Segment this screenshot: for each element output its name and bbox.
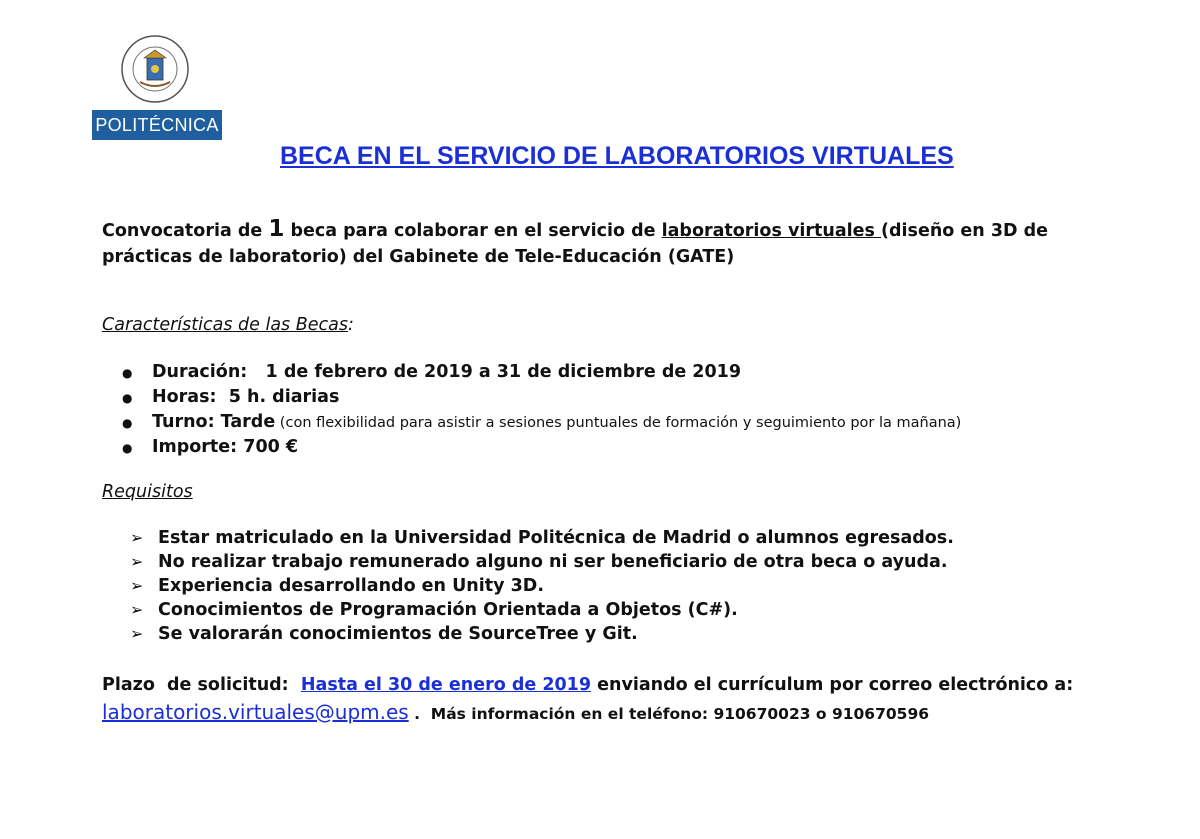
deadline-label: Plazo de solicitud: [102, 675, 301, 695]
item-label: Duración: [152, 362, 248, 382]
item-label: Turno: Tarde [152, 412, 276, 432]
requirement-text: Se valorarán conocimientos de SourceTree y Git. [158, 624, 638, 644]
heading-colon: : [347, 315, 354, 335]
caracteristicas-list [122, 362, 961, 462]
intro-highlight: laboratorios virtuales [661, 221, 882, 241]
intro-text: (diseño en 3D de prácticas de laboratorio) del Gabinete de Tele-Educación (GATE) [102, 221, 1049, 267]
seal-icon [120, 34, 190, 104]
deadline-paragraph [102, 672, 1102, 728]
item-value: 5 h. diarias [216, 387, 340, 407]
bullet-icon: ● [122, 416, 133, 430]
list-item [122, 362, 961, 387]
item-value: 700 € [237, 437, 299, 457]
arrow-bullet-icon: ➢ [130, 552, 144, 571]
intro-text: beca para colaborar en el servicio de [284, 221, 662, 241]
list-item [122, 437, 961, 462]
item-label: Horas: [152, 387, 217, 407]
section-heading-caracteristicas [102, 315, 354, 335]
requirement-text: No realizar trabajo remunerado alguno ni ser beneficiario de otra beca o ayuda. [158, 552, 948, 572]
arrow-bullet-icon: ➢ [130, 624, 144, 643]
arrow-bullet-icon: ➢ [130, 600, 144, 619]
list-item [130, 552, 954, 576]
bullet-icon: ● [122, 366, 133, 380]
deadline-link[interactable]: Hasta el 30 de enero de 2019 [300, 675, 592, 695]
item-note: (con flexibilidad para asistir a sesiones puntuales de formación y seguimiento por la mañana) [275, 415, 962, 431]
deadline-text: enviando el currículum por correo electrónico a: [591, 675, 1074, 695]
item-label: Importe: [152, 437, 238, 457]
requirement-text: Conocimientos de Programación Orientada a Objetos (C#). [158, 600, 738, 620]
arrow-bullet-icon: ➢ [130, 576, 144, 595]
requirement-text: Experiencia desarrollando en Unity 3D. [158, 576, 544, 596]
contact-info: . Más información en el teléfono: 910670023 o 910670596 [408, 705, 930, 723]
list-item [122, 412, 961, 437]
list-item [122, 387, 961, 412]
list-item [130, 576, 954, 600]
arrow-bullet-icon: ➢ [130, 528, 144, 547]
page-title: BECA EN EL SERVICIO DE LABORATORIOS VIRTUALES [280, 142, 954, 170]
item-value: 1 de febrero de 2019 a 31 de diciembre de 2019 [247, 362, 742, 382]
email-link[interactable]: laboratorios.virtuales@upm.es [102, 700, 409, 724]
intro-number: 1 [268, 216, 285, 242]
list-item [130, 528, 954, 552]
logo-band: POLITÉCNICA [92, 110, 222, 140]
heading-text: Características de las Becas [102, 315, 348, 335]
section-heading-requisitos: Requisitos [102, 482, 193, 502]
university-logo [92, 34, 224, 140]
bullet-icon: ● [122, 391, 133, 405]
list-item [130, 624, 954, 648]
list-item [130, 600, 954, 624]
requirement-text: Estar matriculado en la Universidad Politécnica de Madrid o alumnos egresados. [158, 528, 954, 548]
bullet-icon: ● [122, 441, 133, 455]
intro-paragraph [102, 216, 1062, 270]
requisitos-list [130, 528, 954, 648]
intro-text: Convocatoria de [102, 221, 269, 241]
